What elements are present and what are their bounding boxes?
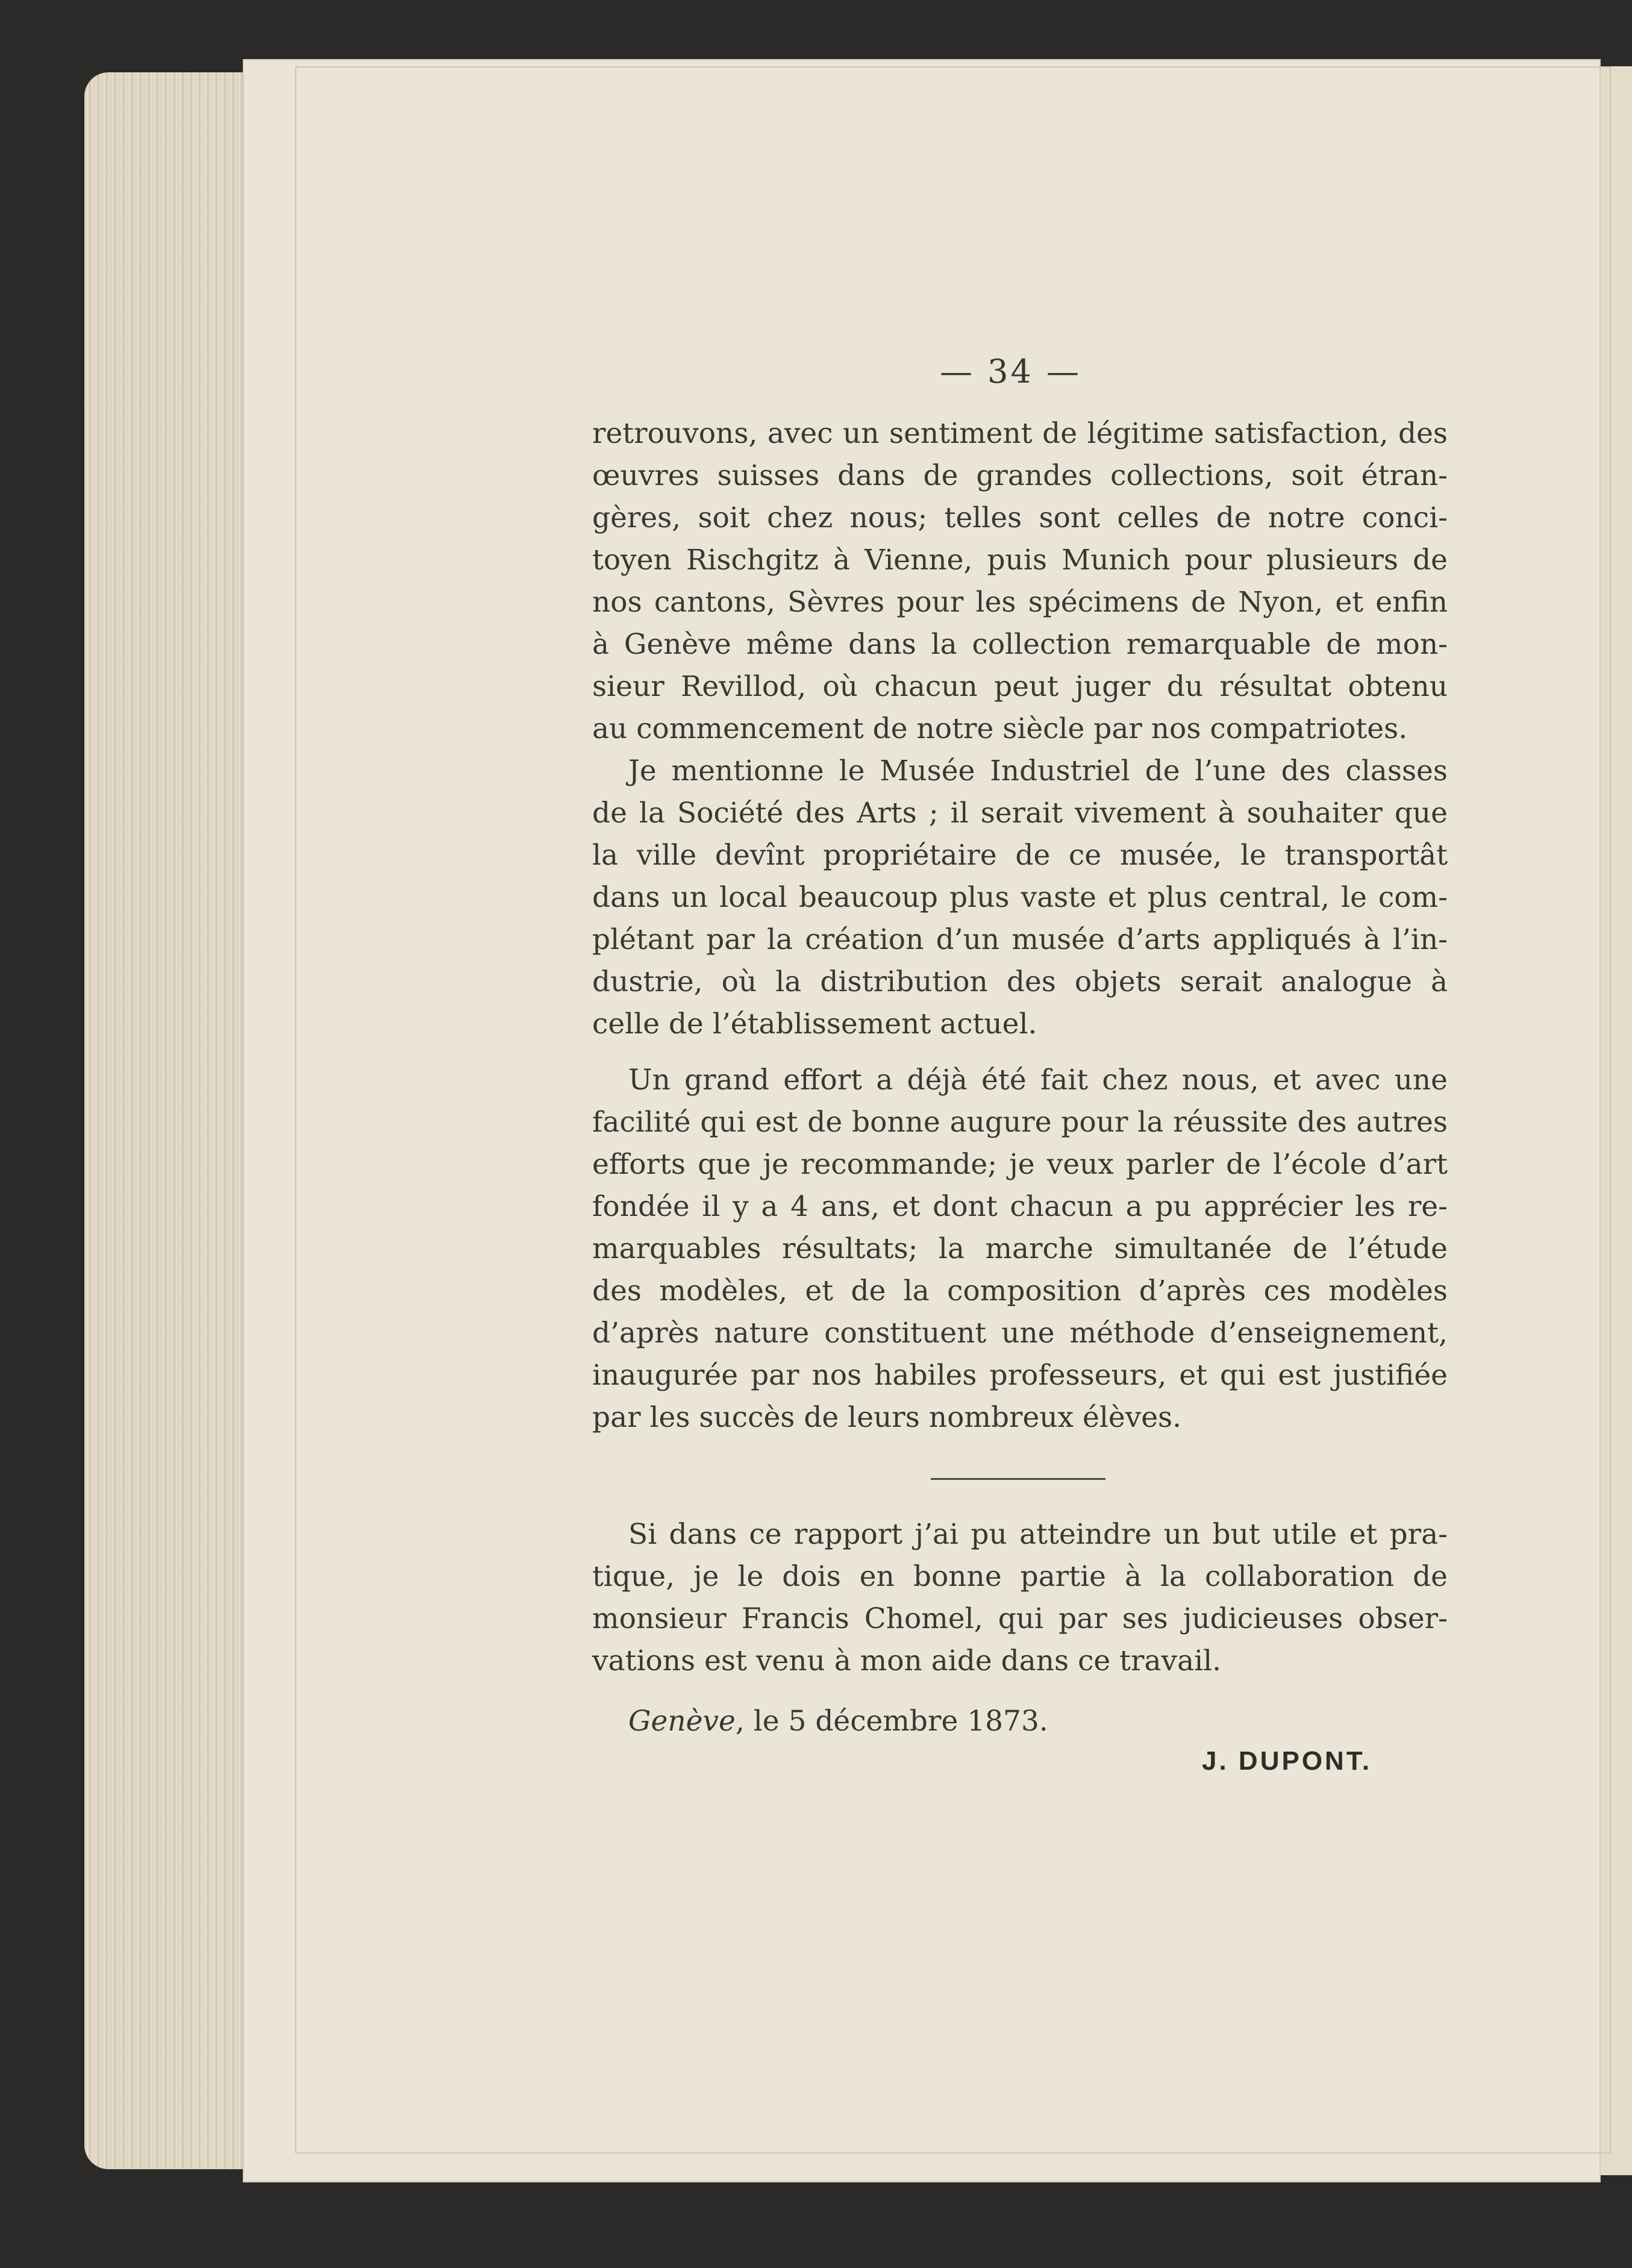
body-line: Je mentionne le Musée Industriel de l’une des classes (628, 754, 1448, 788)
body-line: plétant par la création d’un musée d’arts appliqués à l’in- (592, 923, 1448, 956)
body-line: Un grand effort a déjà été fait chez nous, et avec une (628, 1064, 1448, 1097)
section-divider (931, 1478, 1105, 1480)
body-line: nos cantons, Sèvres pour les spécimens de Nyon, et enfin (592, 586, 1448, 619)
page-edges (84, 72, 265, 2169)
body-line: au commencement de notre siècle par nos compatriotes. (592, 712, 1408, 745)
body-line: toyen Rischgitz à Vienne, puis Munich pour plusieurs de (592, 544, 1448, 577)
body-line: fondée il y a 4 ans, et dont chacun a pu apprécier les re- (592, 1190, 1448, 1223)
body-line: d’après nature constituent une méthode d’enseignement, (592, 1317, 1448, 1350)
body-line: de la Société des Arts ; il serait vivement à souhaiter que (592, 797, 1448, 830)
body-line: des modèles, et de la composition d’après ces modèles (592, 1274, 1448, 1308)
date-place: Genève (628, 1705, 736, 1738)
date-text: , le 5 décembre 1873. (735, 1705, 1048, 1738)
body-line: gères, soit chez nous; telles sont celles de notre conci- (592, 501, 1448, 534)
body-line: œuvres suisses dans de grandes collections, soit étran- (592, 459, 1448, 492)
signature: J. DUPONT. (1202, 1746, 1372, 1776)
body-line: marquables résultats; la marche simultanée de l’étude (592, 1232, 1448, 1265)
closing-line: monsieur Francis Chomel, qui par ses judicieuses obser- (592, 1602, 1448, 1635)
body-line: inaugurée par nos habiles professeurs, et qui est justifiée (592, 1359, 1448, 1392)
date-line (628, 1700, 1048, 1743)
body-line: à Genève même dans la collection remarquable de mon- (592, 628, 1448, 661)
body-line: dustrie, où la distribution des objets serait analogue à (592, 965, 1448, 998)
closing-line: tique, je le dois en bonne partie à la collaboration de (592, 1560, 1448, 1593)
body-line: la ville devînt propriétaire de ce musée, le transportât (592, 839, 1448, 872)
body-line: efforts que je recommande; je veux parler de l’école d’art (592, 1148, 1448, 1181)
closing-line: Si dans ce rapport j’ai pu atteindre un but utile et pra- (628, 1518, 1448, 1551)
body-line: sieur Revillod, où chacun peut juger du résultat obtenu (592, 670, 1448, 703)
body-line: celle de l’établissement actuel. (592, 1007, 1037, 1041)
body-line: dans un local beaucoup plus vaste et plus central, le com- (592, 881, 1448, 914)
body-line: retrouvons, avec un sentiment de légitime satisfaction, des (592, 417, 1448, 450)
body-line: par les succès de leurs nombreux élèves. (592, 1401, 1182, 1434)
closing-line: vations est venu à mon aide dans ce travail. (592, 1644, 1222, 1678)
page-number: — 34 — (940, 352, 1082, 390)
body-line: facilité qui est de bonne augure pour la réussite des autres (592, 1106, 1448, 1139)
